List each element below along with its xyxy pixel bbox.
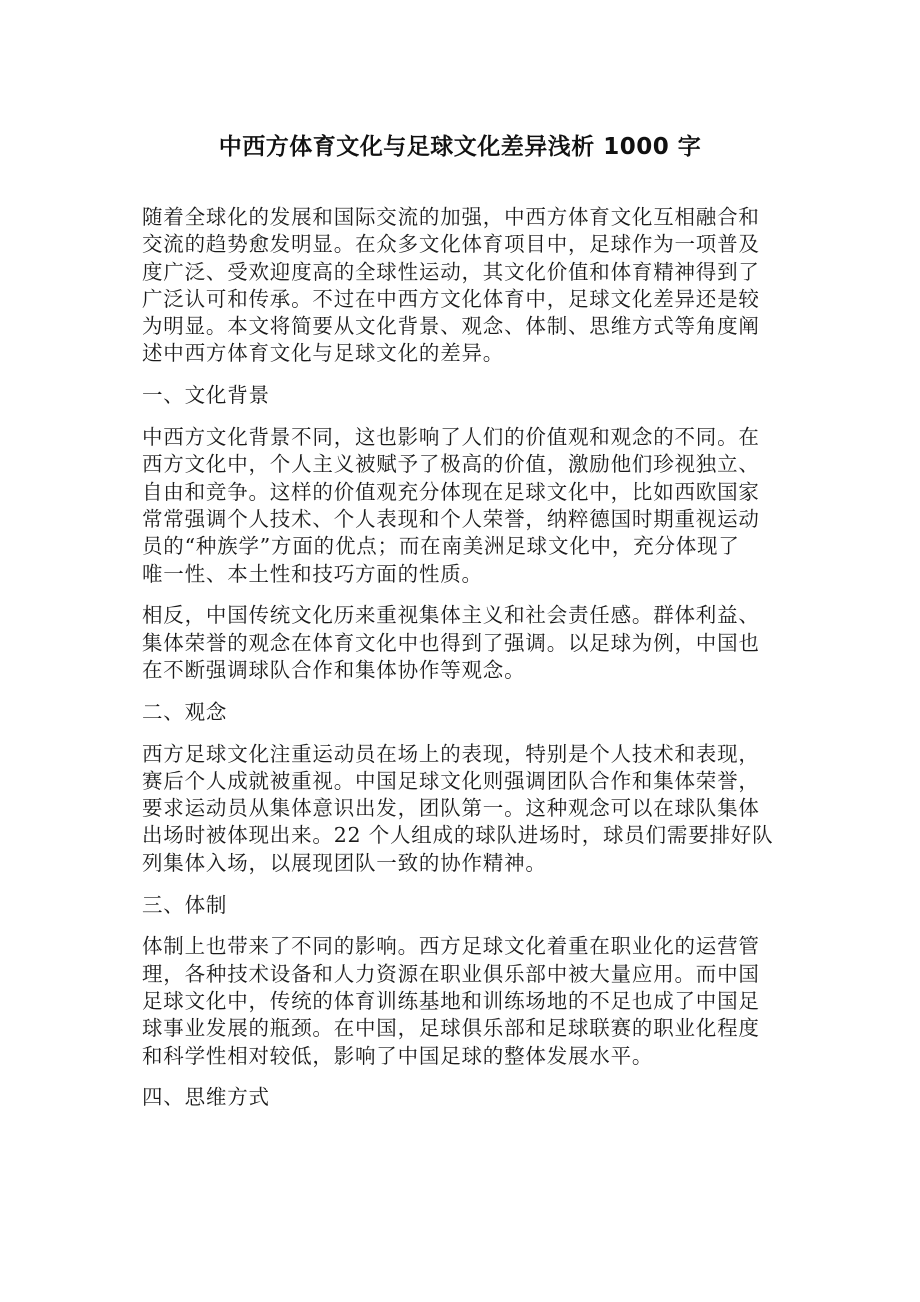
- paragraph-line: 中西方文化背景不同，这也影响了人们的价值观和观念的不同。在: [142, 425, 760, 450]
- paragraph-line: 度广泛、受欢迎度高的全球性运动，其文化价值和体育精神得到了: [142, 259, 760, 284]
- body-paragraph: [142, 424, 772, 588]
- paragraph-line: 要求运动员从集体意识出发，团队第一。这种观念可以在球队集体: [142, 796, 760, 821]
- paragraph-line: 为明显。本文将简要从文化背景、观念、体制、思维方式等角度阐: [142, 314, 760, 339]
- body-paragraph: [142, 933, 772, 1069]
- body-paragraph: [142, 741, 772, 877]
- document-body: [142, 204, 772, 1126]
- paragraph-line: 体制上也带来了不同的影响。西方足球文化着重在职业化的运营管: [142, 934, 760, 959]
- paragraph-line: 球事业发展的瓶颈。在中国，足球俱乐部和足球联赛的职业化程度: [142, 1016, 760, 1041]
- heading-text: 四、思维方式: [142, 1085, 270, 1110]
- paragraph-line: 赛后个人成就被重视。中国足球文化则强调团队合作和集体荣誉，: [142, 768, 760, 793]
- paragraph-line: 唯一性、本土性和技巧方面的性质。: [142, 561, 483, 586]
- paragraph-line: 和科学性相对较低，影响了中国足球的整体发展水平。: [142, 1043, 654, 1068]
- heading-text: 二、观念: [142, 699, 228, 724]
- paragraph-line: 述中西方体育文化与足球文化的差异。: [142, 341, 505, 366]
- heading-text: 一、文化背景: [142, 383, 270, 408]
- paragraph-line: 相反，中国传统文化历来重视集体主义和社会责任感。群体利益、: [142, 603, 760, 628]
- section-heading: [142, 892, 772, 919]
- heading-text: 三、体制: [142, 892, 228, 917]
- section-heading: [142, 382, 772, 409]
- paragraph-line: 自由和竞争。这样的价值观充分体现在足球文化中，比如西欧国家: [142, 479, 760, 504]
- paragraph-line: 随着全球化的发展和国际交流的加强，中西方体育文化互相融合和: [142, 205, 760, 229]
- paragraph-line: 集体荣誉的观念在体育文化中也得到了强调。以足球为例，中国也: [142, 630, 760, 655]
- paragraph-line: 常常强调个人技术、个人表现和个人荣誉，纳粹德国时期重视运动: [142, 506, 760, 531]
- paragraph-line: 员的“种族学”方面的优点；而在南美洲足球文化中，充分体现了: [142, 534, 740, 559]
- paragraph-line: 交流的趋势愈发明显。在众多文化体育项目中，足球作为一项普及: [142, 232, 760, 257]
- paragraph-line: 理，各种技术设备和人力资源在职业俱乐部中被大量应用。而中国: [142, 961, 760, 986]
- paragraph-line: 广泛认可和传承。不过在中西方文化体育中，足球文化差异还是较: [142, 286, 760, 311]
- section-heading: [142, 699, 772, 726]
- paragraph-line: 西方足球文化注重运动员在场上的表现，特别是个人技术和表现，: [142, 741, 760, 766]
- body-paragraph: [142, 602, 772, 684]
- paragraph-line: 列集体入场，以展现团队一致的协作精神。: [142, 850, 547, 875]
- paragraph-line: 在不断强调球队合作和集体协作等观念。: [142, 657, 526, 682]
- section-heading: [142, 1084, 772, 1111]
- document-title: 中西方体育文化与足球文化差异浅析 1000 字: [218, 134, 702, 160]
- body-paragraph: [142, 204, 772, 368]
- paragraph-line: 西方文化中，个人主义被赋予了极高的价值，激励他们珍视独立、: [142, 452, 760, 477]
- paragraph-line: 出场时被体现出来。22 个人组成的球队进场时，球员们需要排好队: [142, 823, 774, 848]
- paragraph-line: 足球文化中，传统的体育训练基地和训练场地的不足也成了中国足: [142, 988, 760, 1013]
